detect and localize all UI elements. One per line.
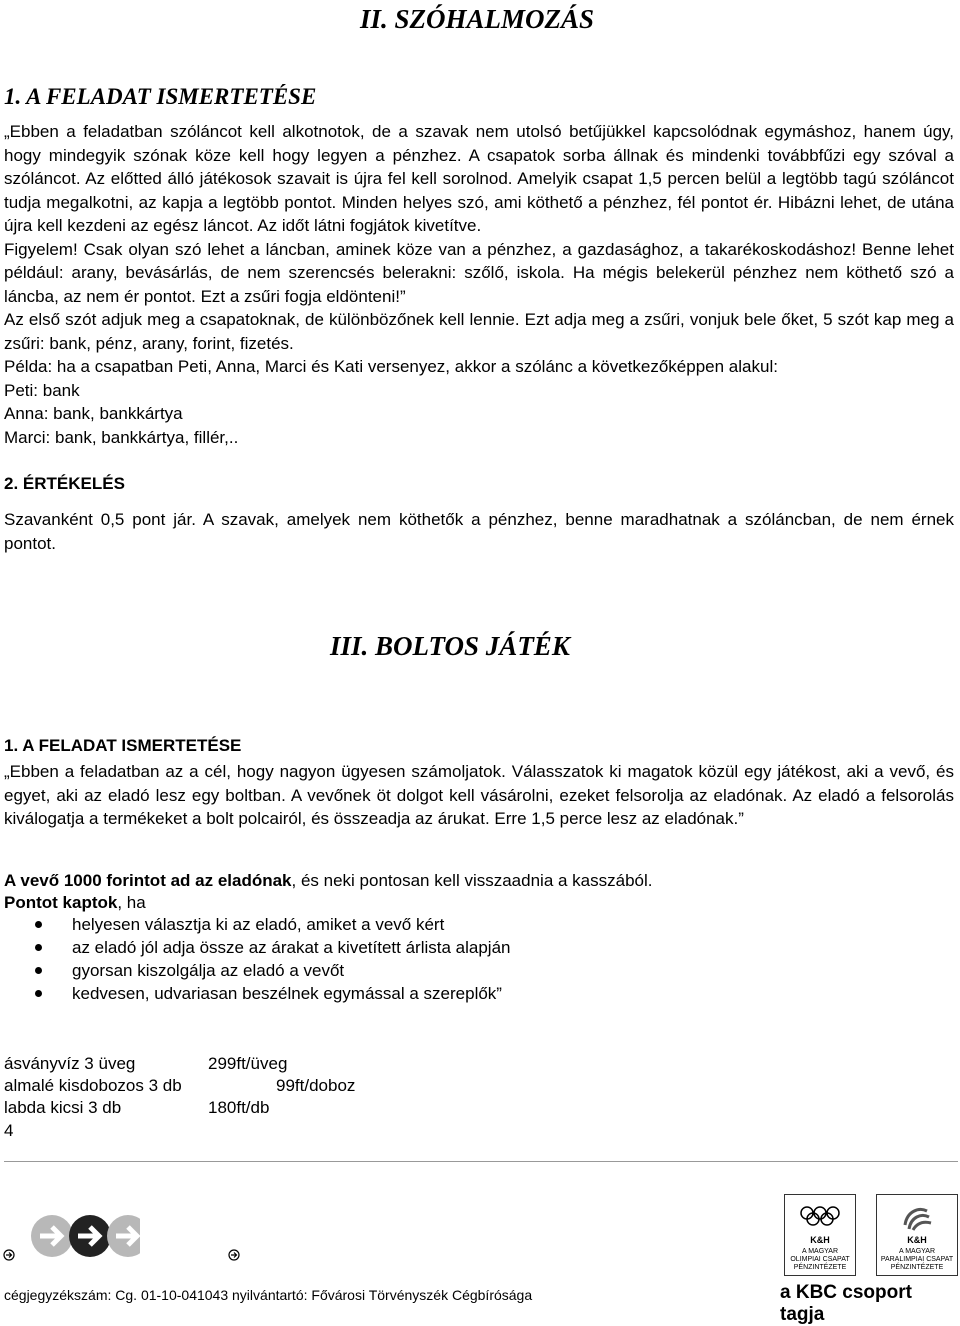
logo-line: PARALIMPIAI CSAPAT [880,1256,954,1263]
bullet-icon [35,967,42,974]
price-item-name: labda kicsi 3 db [4,1098,122,1117]
paragraph: Figyelem! Csak olyan szó lehet a láncban, aminek köze van a pénzhez, a gazdasághoz, a takarékoskodáshoz! Benne lehet például: arany, bevásárlás, de nem szerencsés belerakni: szőlő, iskola. Ha mégis belekerül pénzhez nem köthető szó a láncba, az nem ér pontot. Ezt a zsűri fogja eldönteni!” [4,239,954,306]
task-heading: 1. A FELADAT ISMERTETÉSE [4,736,242,755]
logo-line: OLIMPIAI CSAPAT [790,1256,850,1263]
page-number: 4 [4,1121,14,1140]
list-item: helyesen választja ki az eladó, amiket a vevő kért [72,915,445,934]
arrow-right-icon [3,1249,15,1261]
kbc-group-tagline: a KBC csoport tagja [780,1282,912,1325]
buyer-instruction-rest: , és neki pontosan kell visszaadnia a kasszából. [291,871,653,890]
price-item-name: almalé kisdobozos 3 db [4,1076,182,1095]
logo-line: PÉNZINTÉZETE [890,1264,944,1271]
evaluation-text: Szavanként 0,5 pont jár. A szavak, amelyek nem köthetők a pénzhez, benne maradhatnak a szóláncban, de nem érnek pontot. [4,510,954,553]
task-heading: 1. A FELADAT ISMERTETÉSE [4,84,317,109]
buyer-instruction-bold: A vevő 1000 forintot ad az eladónak [4,871,292,890]
example-line: Marci: bank, bankkártya, fillér,.. [4,427,239,447]
logo-brand: K&H [810,1235,830,1245]
bullet-icon [35,944,42,951]
footer-divider [4,1161,958,1162]
price-item-price: 180ft/db [208,1098,270,1117]
bullet-icon [35,990,42,997]
list-item: kedvesen, udvariasan beszélnek egymással a szereplők” [72,984,502,1003]
paragraph: Példa: ha a csapatban Peti, Anna, Marci és Kati versenyez, akkor a szólánc a következőképpen alakul: [4,357,778,376]
list-item: gyorsan kiszolgálja az eladó a vevőt [72,961,345,980]
evaluation-heading: 2. ÉRTÉKELÉS [4,474,125,493]
task-description [4,120,954,449]
logo-line: PÉNZINTÉZETE [793,1264,847,1271]
olympic-rings-icon [799,1205,841,1227]
logo-line: A MAGYAR [801,1248,839,1255]
bullet-icon [35,921,42,928]
company-registry: cégjegyzékszám: Cg. 01-10-041043 nyilvántartó: Fővárosi Törvényszék Cégbírósága [4,1287,533,1303]
section-title-boltos-jatek: III. BOLTOS JÁTÉK [330,631,570,661]
points-label-rest: , ha [117,893,146,912]
price-item-price: 299ft/üveg [208,1054,288,1073]
task-intro: „Ebben a feladatban az a cél, hogy nagyon ügyesen számoljatok. Válasszatok ki magatok közül egy játékost, aki a vevő, és egyet, aki az eladó lesz egy boltban. A vevőnek öt dolgot kell vásárolni, ezeket felsorolja az eladónak. Az eladó a felsorolás kiválogatja a termékeket a bolt polcairól, és összeadja az árukat. Erre 1,5 perce lesz az eladónak.” [4,762,954,828]
logo-brand: K&H [907,1235,927,1245]
paragraph: Az első szót adjuk meg a csapatoknak, de különbözőnek kell lennie. Ezt adja meg a zsűri, vonjuk bele őket, 5 szót kap meg a zsűri: bank, pénz, arany, forint, fizetés. [4,310,954,353]
paralympic-agitos-icon [901,1203,933,1231]
list-item: az eladó jól adja össze az árakat a kivetített árlista alapján [72,938,511,957]
price-item-name: ásványvíz 3 üveg [4,1054,136,1073]
arrow-right-icon [228,1249,240,1261]
logo-line: A MAGYAR [898,1248,936,1255]
olympic-team-logo [784,1194,856,1276]
buyer-instruction [4,870,653,891]
paragraph: „Ebben a feladatban szóláncot kell alkotnotok, de a szavak nem utolsó betűjükkel kapcsolódnak egymáshoz, hanem úgy, hogy mindegyik szónak köze kell hogy legyen a pénzhez. A csapatok sorba állnak és mindenki továbbfűzi egy szóval a szóláncot. Az előtted álló játékosok szavait is újra fel kell sorolnod. Amelyik csapat 1,5 percen belül a legtöbb tagú szóláncot tudja megalkotni, az kapja a legtöbb pontot. Minden helyes szó, ami köthető a pénzhez, fél pontot ér. Hibázni lehet, de utána újra kell kezdeni az egész láncot. Az időt látni fogjátok kivetítve. [4,122,954,235]
section-title-szohalmozas: II. SZÓHALMOZÁS [360,4,595,34]
example-line: Anna: bank, bankkártya [4,404,183,423]
paralympic-team-logo [876,1194,958,1276]
points-label [4,892,146,913]
footer-arrows-icon [30,1212,140,1262]
points-label-bold: Pontot kaptok [4,893,118,912]
example-line: Peti: bank [4,380,80,400]
price-item-price: 99ft/doboz [276,1076,356,1095]
